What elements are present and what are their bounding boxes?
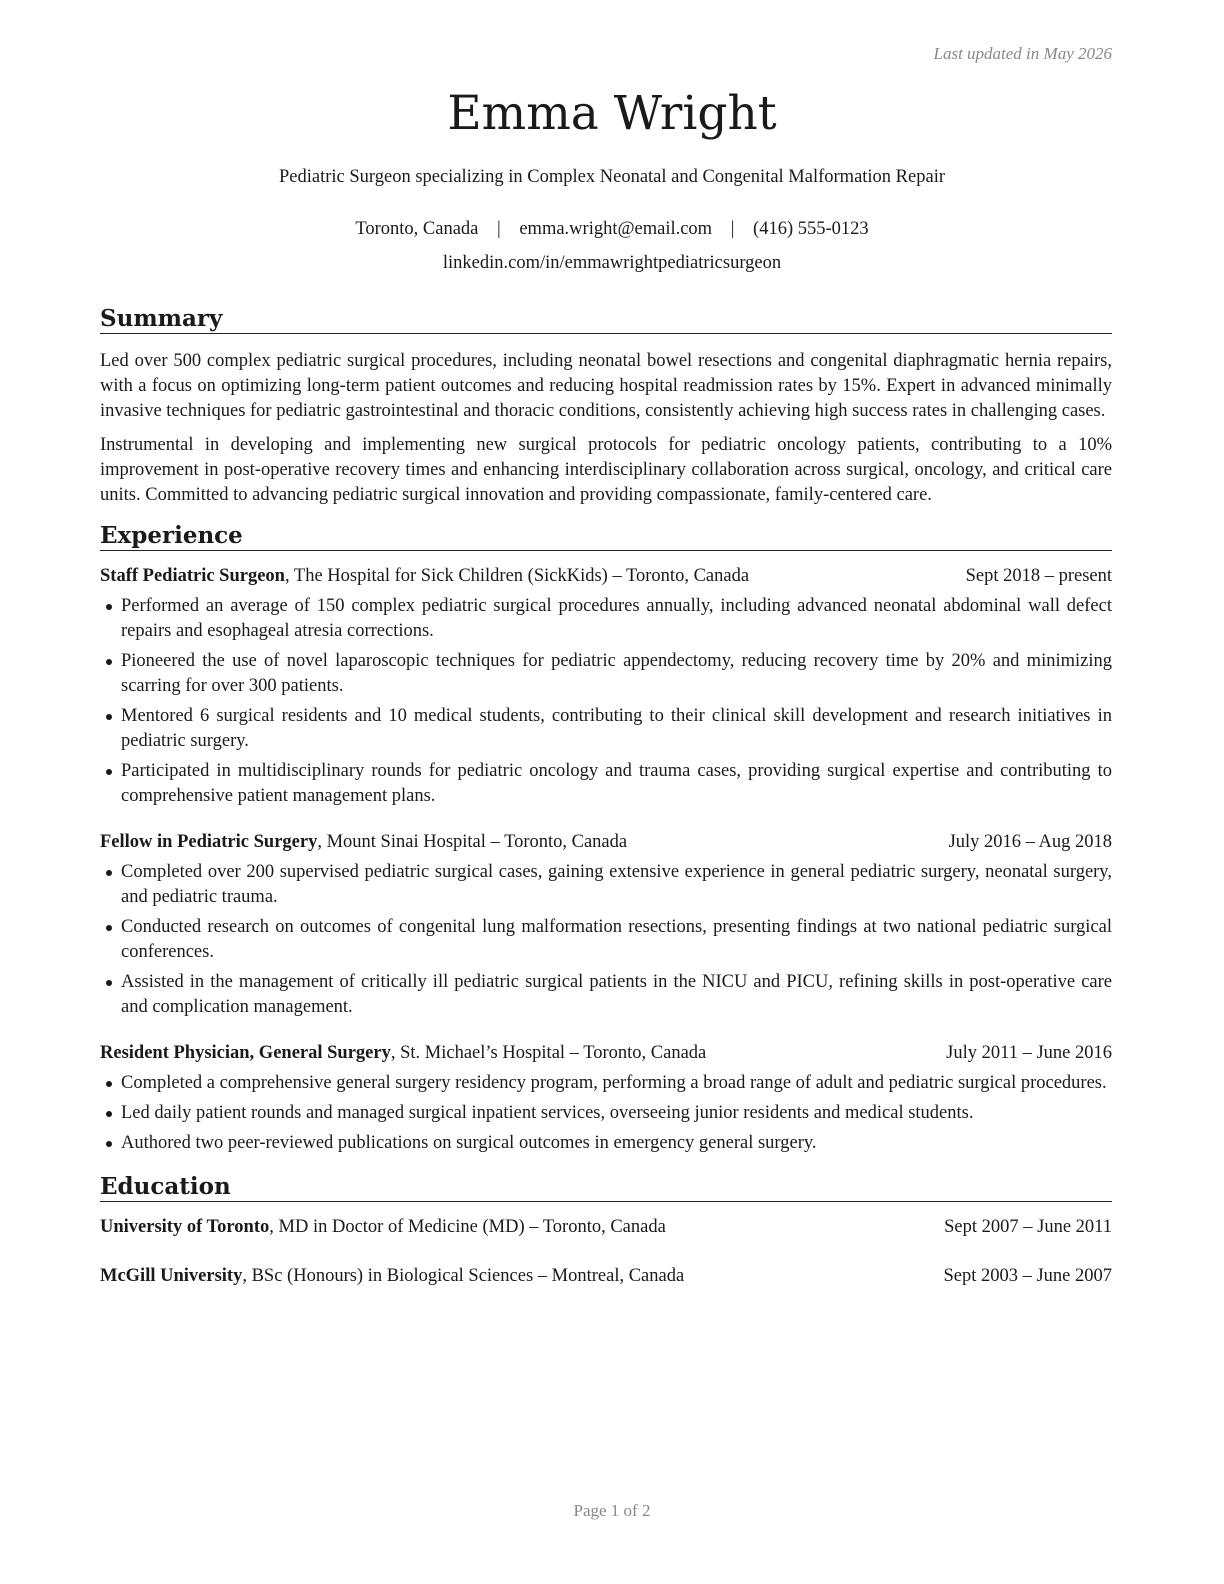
job-dates: July 2011 – June 2016	[946, 1043, 1112, 1063]
education-school-degree	[100, 1264, 684, 1289]
headline: Pediatric Surgeon specializing in Complex Neonatal and Congenital Malformation Repair	[278, 167, 945, 187]
section-title-summary: Summary	[100, 305, 1112, 334]
job-bullet: Led daily patient rounds and managed surgical inpatient services, overseeing junior residents and medical students.	[100, 1101, 1112, 1126]
education-school: University of Toronto	[100, 1217, 270, 1237]
education-degree: , MD in Doctor of Medicine (MD) – Toronto, Canada	[269, 1217, 666, 1237]
job-entry	[100, 564, 1112, 809]
contact-email[interactable]: emma.wright@email.com	[519, 219, 713, 239]
last-updated-note: Last updated in May 2026	[933, 44, 1112, 63]
job-bullet: Authored two peer-reviewed publications on surgical outcomes in emergency general surgery.	[100, 1131, 1112, 1156]
section-title-experience: Experience	[100, 522, 1112, 551]
contact-line	[0, 219, 1224, 240]
job-org: , Mount Sinai Hospital – Toronto, Canada	[317, 832, 628, 852]
job-bullet: Participated in multidisciplinary rounds for pediatric oncology and trauma cases, providing surgical expertise and contributing to comprehensive patient management plans.	[100, 759, 1112, 809]
page-number: Page 1 of 2	[573, 1501, 651, 1520]
education-entry	[100, 1215, 1112, 1240]
contact-location: Toronto, Canada	[355, 219, 479, 239]
education-school-degree	[100, 1215, 666, 1240]
candidate-name: Emma Wright	[447, 86, 777, 141]
job-role-org	[100, 830, 627, 855]
education-school: McGill University	[100, 1266, 243, 1286]
education-dates: Sept 2003 – June 2007	[943, 1266, 1112, 1286]
job-bullets	[100, 1071, 1112, 1156]
job-bullet: Completed over 200 supervised pediatric surgical cases, gaining extensive experience in general pediatric surgery, neonatal surgery, and pediatric trauma.	[100, 860, 1112, 910]
contact-separator: |	[497, 219, 501, 239]
job-entry	[100, 1041, 1112, 1156]
job-dates: Sept 2018 – present	[965, 566, 1112, 586]
summary-paragraph: Led over 500 complex pediatric surgical procedures, including neonatal bowel resections and congenital diaphragmatic hernia repairs, with a focus on optimizing long-term patient outcomes and reducing hospital readmission rates by 15%. Expert in advanced minimally invasive techniques for pediatric gastrointestinal and thoracic conditions, consistently achieving high success rates in challenging cases.	[100, 351, 1112, 421]
job-header	[100, 1041, 1112, 1066]
education-entry	[100, 1264, 1112, 1289]
job-header	[100, 564, 1112, 589]
resume-body	[100, 305, 1112, 1289]
job-bullet: Conducted research on outcomes of congenital lung malformation resections, presenting findings at two national pediatric surgical conferences.	[100, 915, 1112, 965]
education-degree: , BSc (Honours) in Biological Sciences – Montreal, Canada	[242, 1266, 685, 1286]
job-header	[100, 830, 1112, 855]
job-bullet: Completed a comprehensive general surgery residency program, performing a broad range of adult and pediatric surgical procedures.	[100, 1071, 1112, 1096]
job-role: Resident Physician, General Surgery	[100, 1043, 391, 1063]
job-bullets	[100, 594, 1112, 809]
job-role-org	[100, 564, 749, 589]
job-bullet: Pioneered the use of novel laparoscopic techniques for pediatric appendectomy, reducing recovery time by 20% and minimizing scarring for over 300 patients.	[100, 649, 1112, 699]
section-title-education: Education	[100, 1173, 1112, 1202]
summary-paragraph: Instrumental in developing and implementing new surgical protocols for pediatric oncology patients, contributing to a 10% improvement in post-operative recovery times and enhancing interdisciplinary collaboration across surgical, oncology, and critical care units. Committed to advancing pediatric surgical innovation and providing compassionate, family-centered care.	[100, 435, 1112, 505]
education-dates: Sept 2007 – June 2011	[944, 1217, 1112, 1237]
job-entry	[100, 830, 1112, 1020]
job-dates: July 2016 – Aug 2018	[948, 832, 1112, 852]
job-org: , St. Michael’s Hospital – Toronto, Canada	[390, 1043, 707, 1063]
job-bullet: Performed an average of 150 complex pediatric surgical procedures annually, including advanced neonatal abdominal wall defect repairs and esophageal atresia corrections.	[100, 594, 1112, 644]
job-role: Fellow in Pediatric Surgery	[100, 832, 318, 852]
job-bullet: Assisted in the management of critically ill pediatric surgical patients in the NICU and PICU, refining skills in post-operative care and complication management.	[100, 970, 1112, 1020]
job-org: , The Hospital for Sick Children (SickKids) – Toronto, Canada	[284, 566, 750, 586]
contact-linkedin[interactable]: linkedin.com/in/emmawrightpediatricsurgeon	[442, 253, 782, 273]
contact-separator: |	[730, 219, 735, 239]
contact-phone[interactable]: (416) 555-0123	[753, 219, 869, 239]
summary-body	[100, 349, 1112, 508]
job-role-org	[100, 1041, 706, 1066]
job-role: Staff Pediatric Surgeon	[100, 566, 285, 586]
job-bullets	[100, 860, 1112, 1020]
job-bullet: Mentored 6 surgical residents and 10 medical students, contributing to their clinical skill development and research initiatives in pediatric surgery.	[100, 704, 1112, 754]
